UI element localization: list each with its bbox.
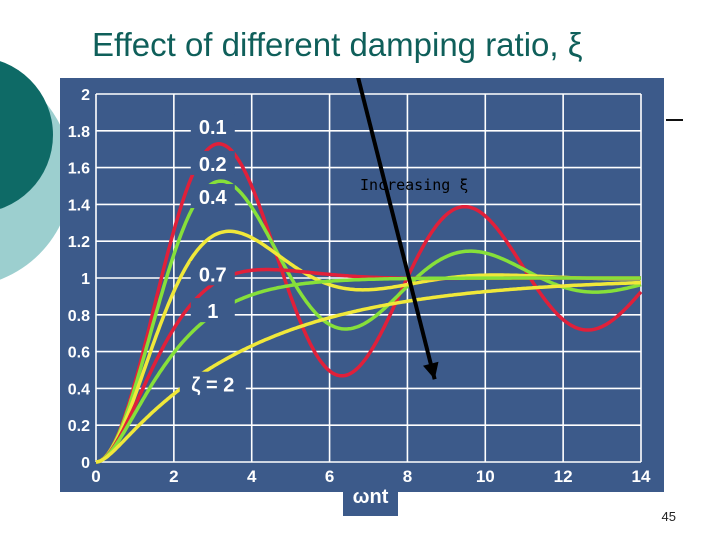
x-tick-label-4: 8 <box>402 467 413 486</box>
series-label-3: 0.7 <box>198 264 227 287</box>
slide-title: Effect of different damping ratio, ξ <box>92 26 583 63</box>
x-tick-label-2: 4 <box>246 467 257 486</box>
y-tick-label-3: 0.6 <box>67 344 90 362</box>
x-axis-label <box>343 480 398 516</box>
y-tick-label-5: 1 <box>81 271 90 288</box>
x-tick-label-5: 10 <box>475 467 495 486</box>
y-tick-label-4: 0.8 <box>67 307 90 325</box>
series-label-5: ζ = 2 <box>191 374 235 397</box>
y-tick-label-8: 1.6 <box>67 160 90 178</box>
annotation <box>330 78 469 379</box>
y-tick-label-2: 0.4 <box>67 381 90 399</box>
series-label-4: 1 <box>207 301 219 324</box>
y-tick-label-9: 1.8 <box>67 123 90 141</box>
y-tick-label-10: 2 <box>81 87 90 104</box>
series-label-2: 0.4 <box>198 187 227 210</box>
slide-number: 45 <box>661 509 676 524</box>
y-tick-label-7: 1.4 <box>67 197 90 215</box>
x-axis-label-text: ωnt <box>352 486 389 508</box>
damping-ratio-chart <box>60 78 664 492</box>
x-tick-label-6: 12 <box>553 467 573 486</box>
series-line-4 <box>96 278 641 462</box>
x-tick-label-3: 6 <box>324 467 335 486</box>
series-line-5 <box>96 283 641 462</box>
x-tick-label-7: 14 <box>631 467 651 486</box>
series-label-0: 0.1 <box>198 117 227 140</box>
x-tick-label-0: 0 <box>91 467 101 486</box>
x-tick-label-1: 2 <box>169 467 179 486</box>
side-mark <box>666 119 683 121</box>
y-tick-label-0: 0 <box>81 455 90 472</box>
annotation-text: Increasing ξ <box>360 176 469 194</box>
series-label-1: 0.2 <box>198 153 227 176</box>
chart-svg <box>60 78 664 492</box>
y-tick-label-1: 0.2 <box>67 418 90 436</box>
series-line-3 <box>96 270 641 463</box>
annotation-arrow-head <box>423 362 439 380</box>
y-tick-label-6: 1.2 <box>67 234 90 252</box>
